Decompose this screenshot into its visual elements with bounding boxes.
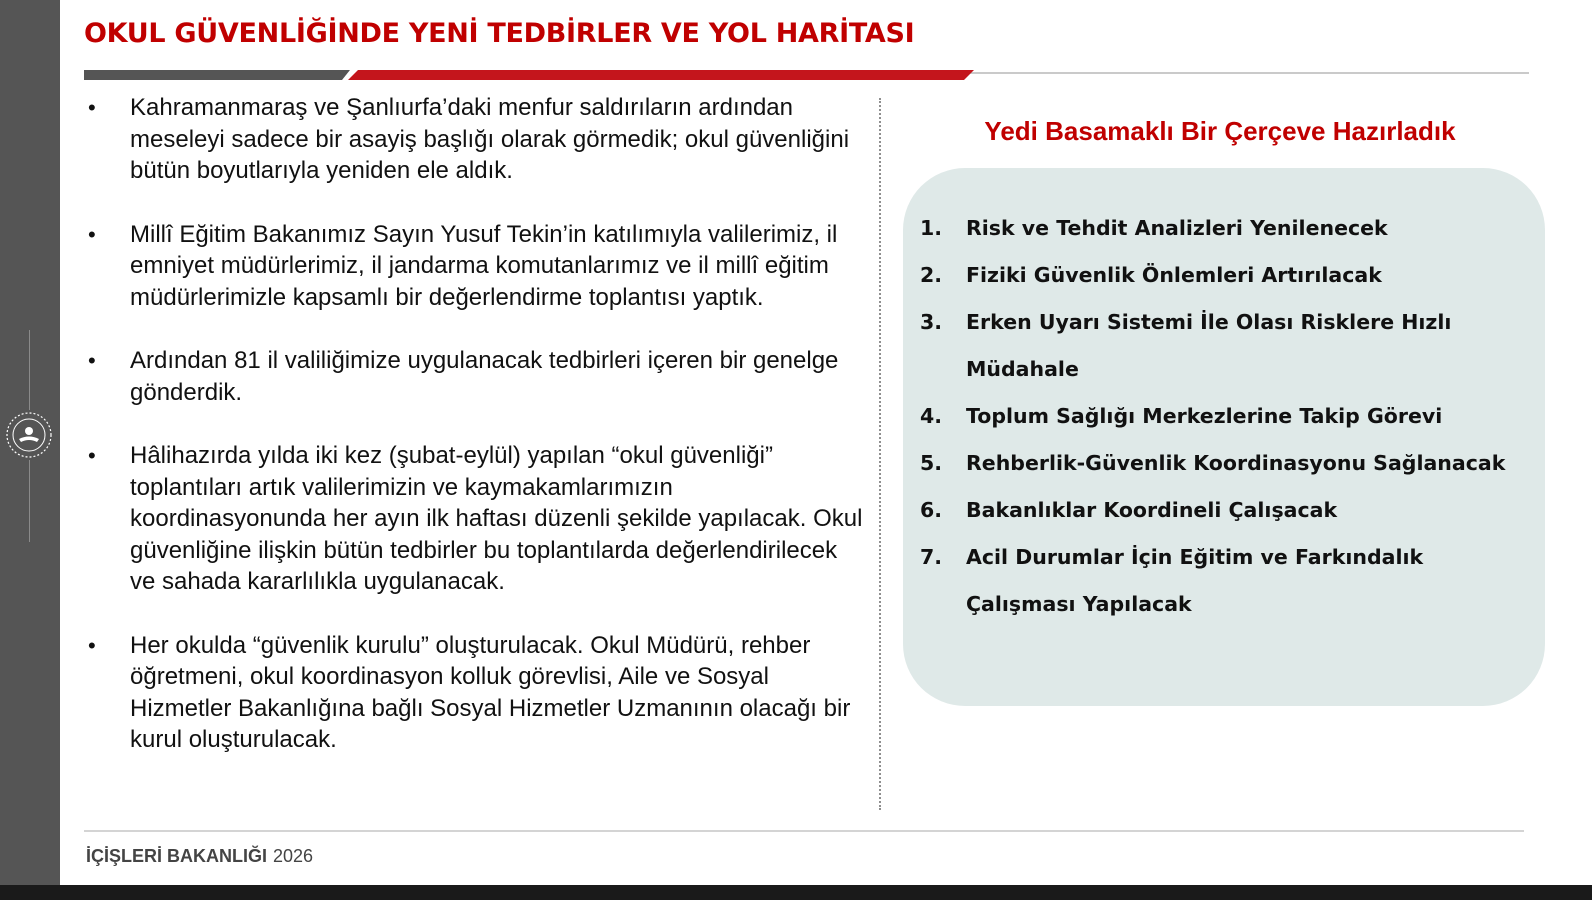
slide-title: OKUL GÜVENLİĞİNDE YENİ TEDBİRLER VE YOL HARİTASI <box>84 18 915 49</box>
bullet-dot-icon: • <box>88 95 96 120</box>
framework-steps <box>920 205 1545 628</box>
step-number: 7. <box>920 545 943 569</box>
framework-step <box>920 299 1545 393</box>
framework-step <box>920 440 1545 487</box>
left-sidebar <box>0 0 60 900</box>
step-label: Toplum Sağlığı Merkezlerine Takip Görevi <box>966 404 1443 428</box>
framework-step <box>920 205 1545 252</box>
step-number: 6. <box>920 498 943 522</box>
bottom-edge-bar <box>0 885 1592 900</box>
framework-step <box>920 534 1545 628</box>
footer-org: İÇİŞLERİ BAKANLIĞI <box>86 846 268 866</box>
step-number: 1. <box>920 216 943 240</box>
title-underline-bar <box>84 68 1529 82</box>
bullet-text: Ardından 81 il valiliğimize uygulanacak tedbirleri içeren bir genelge gönderdik. <box>130 347 839 406</box>
footer-year: 2026 <box>273 846 314 866</box>
list-item <box>88 440 868 598</box>
column-divider <box>879 98 881 810</box>
step-number: 2. <box>920 263 943 287</box>
bullet-text: Her okulda “güvenlik kurulu” oluşturulacak. Okul Müdürü, rehber öğretmeni, okul koordinasyon kolluk görevlisi, Aile ve Sosyal Hizmetler Bakanlığına bağlı Sosyal Hizmetler Uzmanının olacağı bir kurul oluşturulacak. <box>130 631 851 753</box>
list-item <box>88 630 868 756</box>
ministry-seal-icon <box>4 410 54 460</box>
list-item <box>88 92 868 187</box>
step-label: Rehberlik-Güvenlik Koordinasyonu Sağlanacak <box>966 451 1506 475</box>
framework-step <box>920 393 1545 440</box>
bullet-dot-icon: • <box>88 348 96 373</box>
step-label: Acil Durumlar İçin Eğitim ve Farkındalık Çalışması Yapılacak <box>966 545 1424 616</box>
bullet-dot-icon: • <box>88 221 96 247</box>
bullet-dot-icon: • <box>88 632 96 658</box>
step-label: Bakanlıklar Koordineli Çalışacak <box>966 498 1338 522</box>
framework-step <box>920 252 1545 299</box>
footer-divider <box>84 830 1524 832</box>
framework-step <box>920 487 1545 534</box>
footer <box>86 846 313 867</box>
step-label: Risk ve Tehdit Analizleri Yenilenecek <box>966 216 1388 240</box>
list-item <box>88 345 868 408</box>
step-label: Fiziki Güvenlik Önlemleri Artırılacak <box>966 263 1382 287</box>
bullet-text: Hâlihazırda yılda iki kez (şubat-eylül) yapılan “okul güvenliği” toplantıları artık valilerimizin ve kaymakamlarımızın koordinasyonunda her ayın ilk haftası düzenli şekilde yapılacak. Okul güvenliğine ilişkin bütün tedbirler bu toplantılarda değerlendirilecek ve sahada kararlılıkla uygulanacak. <box>130 442 863 595</box>
bullet-text: Kahramanmaraş ve Şanlıurfa’daki menfur saldırıların ardından meseleyi sadece bir asayiş başlığı olarak görmedik; okul güvenliğini bütün boyutlarıyla yeniden ele aldık. <box>130 94 850 184</box>
step-number: 3. <box>920 310 943 334</box>
list-item <box>88 219 868 314</box>
bullet-dot-icon: • <box>88 443 96 468</box>
step-number: 5. <box>920 451 943 475</box>
step-number: 4. <box>920 404 943 428</box>
framework-title: Yedi Basamaklı Bir Çerçeve Hazırladık <box>984 116 1456 146</box>
statement-list <box>88 92 868 788</box>
bullet-text: Millî Eğitim Bakanımız Sayın Yusuf Tekin’in katılımıyla valilerimiz, il emniyet müdürlerimiz, il jandarma komutanlarımız ve il millî eğitim müdürlerimizle kapsamlı bir değerlendirme toplantısı yaptık. <box>130 220 838 311</box>
step-label: Erken Uyarı Sistemi İle Olası Risklere Hızlı Müdahale <box>966 310 1452 381</box>
